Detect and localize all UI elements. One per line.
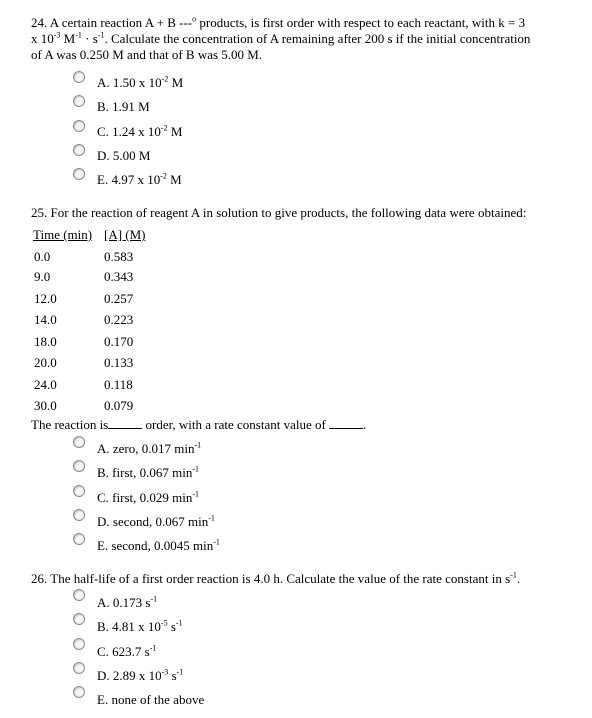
option-label: C. first, 0.029 $\min^{-1}$: [97, 489, 200, 505]
table-cell-conc: 0.257: [104, 291, 134, 306]
option-label: B. first, 0.067 $\min^{-1}$: [97, 464, 200, 480]
table-cell-time: 14.0: [34, 312, 57, 327]
option-label: B. 1.91 M: [97, 99, 150, 114]
option-label: C. 623.7 $s^{-1}$: [97, 643, 157, 659]
table-cell-time: 18.0: [34, 334, 57, 349]
table-cell-time: 20.0: [34, 355, 57, 370]
degree-symbol: o: [192, 14, 197, 24]
question-25-text: 25. For the reaction of reagent A in solution to give products, the following data were obtained:: [31, 205, 527, 220]
question-26-text: [31, 571, 579, 587]
table-cell-time: 30.0: [34, 398, 57, 413]
radio-button[interactable]: [73, 436, 85, 448]
option-label: E. none of the above: [97, 692, 205, 707]
table-cell-time: 9.0: [34, 269, 51, 284]
radio-button[interactable]: [73, 613, 85, 625]
q24-text-part: of A was 0.250 M and that of B was 5.00 M.: [31, 47, 263, 62]
radio-button[interactable]: [73, 71, 85, 83]
q24-text-part: M: [60, 31, 76, 46]
option-label: A. 1.50 x $10^{-2}$ M: [97, 74, 184, 90]
table-cell-conc: 0.079: [104, 398, 134, 413]
q26-text-part: 26. The half-life of a first order reaction is 4.0 h. Calculate the value of the rate constant in s: [31, 571, 511, 586]
table-cell-time: 0.0: [34, 249, 51, 264]
radio-button[interactable]: [73, 95, 85, 107]
table-cell-conc: 0.343: [104, 269, 134, 284]
q26-text-part: .: [516, 571, 521, 586]
radio-button[interactable]: [73, 168, 85, 180]
radio-button[interactable]: [73, 589, 85, 601]
radio-button[interactable]: [73, 485, 85, 497]
radio-button[interactable]: [73, 533, 85, 545]
q24-text-part: · s: [81, 31, 98, 46]
option-label: D. 2.89 x $10^{-3}$ $s^{-1}$: [97, 667, 184, 683]
table-cell-conc: 0.583: [104, 249, 134, 264]
table-cell-conc: 0.223: [104, 312, 134, 327]
option-label: A. 0.173 $s^{-1}$: [97, 594, 158, 610]
column-header-time: Time (min): [33, 227, 93, 242]
radio-button[interactable]: [73, 144, 85, 156]
prompt-text: .: [363, 417, 367, 432]
answer-blank: [108, 417, 142, 429]
option-label: D. 5.00 M: [97, 148, 151, 163]
table-cell-conc: 0.133: [104, 355, 134, 370]
table-cell-time: 12.0: [34, 291, 57, 306]
table-cell-time: 24.0: [34, 377, 57, 392]
radio-button[interactable]: [73, 686, 85, 698]
option-label: C. 1.24 x $10^{-2}$ M: [97, 123, 183, 139]
question-24-text: [31, 15, 579, 63]
q24-sup: -3: [53, 30, 61, 40]
prompt-text: The reaction is: [31, 417, 109, 432]
q26-sup: -1: [510, 570, 517, 580]
radio-button[interactable]: [73, 460, 85, 472]
option-label: D. second, 0.067 $\min^{-1}$: [97, 513, 215, 529]
option-label: B. 4.81 x $10^{-5}$ $s^{-1}$: [97, 618, 183, 634]
prompt-text: order, with a rate constant value of: [142, 417, 326, 432]
option-label: A. zero, 0.017 $\min^{-1}$: [97, 440, 202, 456]
question-25-prompt: [31, 417, 579, 433]
column-header-concentration: [A] (M): [104, 227, 146, 242]
option-label: E. second, 0.0045 $\min^{-1}$: [97, 537, 220, 553]
q24-sup: -1: [75, 30, 82, 40]
q24-sup: -1: [97, 30, 105, 40]
table-cell-conc: 0.170: [104, 334, 134, 349]
radio-button[interactable]: [73, 662, 85, 674]
radio-button[interactable]: [73, 120, 85, 132]
option-label: E. 4.97 x $10^{-2}$ M: [97, 171, 182, 187]
answer-blank: [329, 417, 363, 429]
radio-button[interactable]: [73, 509, 85, 521]
q24-text-part: x 10: [31, 31, 54, 46]
q24-text-part: . Calculate the concentration of A remaining after 200 s if the initial concentration: [104, 31, 531, 46]
q24-text-part: products, is first order with respect to each reactant, with k = 3: [196, 15, 526, 30]
q24-text-part: 24. A certain reaction A + B ---: [31, 15, 193, 30]
table-cell-conc: 0.118: [104, 377, 133, 392]
radio-button[interactable]: [73, 638, 85, 650]
